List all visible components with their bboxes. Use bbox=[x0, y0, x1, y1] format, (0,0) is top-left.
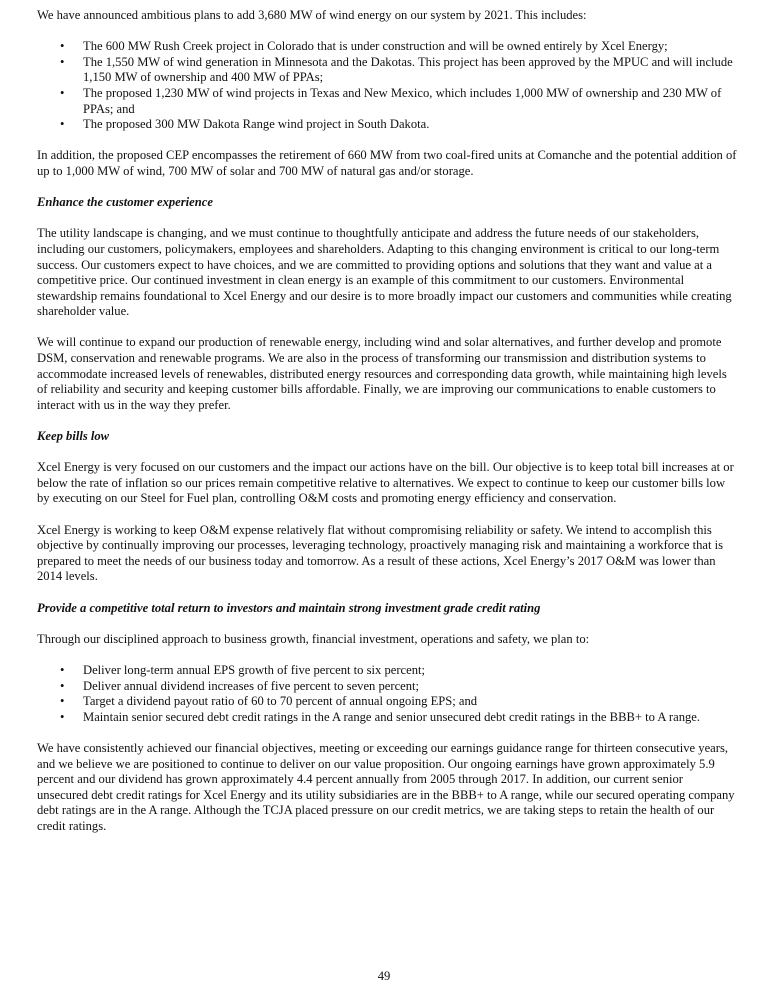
financial-objectives-list bbox=[37, 663, 737, 725]
list-item: • Deliver long-term annual EPS growth of five percent to six percent; bbox=[60, 662, 426, 677]
list-item: • The 600 MW Rush Creek project in Colorado that is under construction and will be owned entirely by Xcel Energy; bbox=[60, 39, 668, 54]
intro-paragraph: We have announced ambitious plans to add 3,680 MW of wind energy on our system by 2021. This includes: bbox=[37, 8, 587, 22]
document-page bbox=[37, 8, 737, 850]
bullet-icon: • bbox=[60, 85, 65, 100]
list-item: • The proposed 1,230 MW of wind projects in Texas and New Mexico, which includes 1,000 MW of ownership and 230 MW of PPAs; and bbox=[60, 85, 722, 116]
list-item: • The 1,550 MW of wind generation in Minnesota and the Dakotas. This project has been approved by the MPUC and will include 1,150 MW of ownership and 400 MW of PPAs; bbox=[60, 54, 733, 85]
list-item: • Maintain senior secured debt credit ratings in the A range and senior unsecured debt credit ratings in the BBB+ to A range. bbox=[60, 709, 701, 724]
bullet-icon: • bbox=[60, 117, 65, 132]
list-item: • Deliver annual dividend increases of five percent to seven percent; bbox=[60, 678, 420, 693]
paragraph: The utility landscape is changing, and we must continue to thoughtfully anticipate and address the future needs of our stakeholders, including our customers, policymakers, employees and shareholders. Adapting to this changing environment is critical to our long-term success. Our customers expect to have choices, and we are committed to providing options and solutions that they want and value at a competitive price. Our continued investment in clean energy is an example of this commitment to our customers. Environmental stewardship remains foundational to Xcel Energy and our desire is to more broadly impact our customers and communities while creating shareholder value. bbox=[37, 226, 732, 319]
bullet-icon: • bbox=[60, 678, 65, 693]
section-heading-returns: Provide a competitive total return to investors and maintain strong investment grade credit rating bbox=[37, 600, 541, 615]
bullet-icon: • bbox=[60, 709, 65, 724]
bullet-icon: • bbox=[60, 39, 65, 54]
bullet-icon: • bbox=[60, 54, 65, 69]
returns-closing: We have consistently achieved our financial objectives, meeting or exceeding our earnings guidance range for thirteen consecutive years, and we believe we are positioned to continue to deliver on our value proposition. Our ongoing earnings have grown approximately 5.9 percent and our dividend has grown approximately 4.4 percent annually from 2005 through 2017. In addition, our current senior unsecured debt credit ratings for Xcel Energy and its utility subsidiaries are in the BBB+ to A range, while our secured operating company debt ratings are in the A range. Although the TCJA placed pressure on our credit metrics, we are taking steps to retain the health of our credit ratings. bbox=[37, 740, 735, 833]
section-heading-customer: Enhance the customer experience bbox=[37, 195, 213, 210]
bullet-icon: • bbox=[60, 662, 65, 677]
returns-intro: Through our disciplined approach to business growth, financial investment, operations and safety, we plan to: bbox=[37, 631, 590, 646]
list-item: • Target a dividend payout ratio of 60 to 70 percent of annual ongoing EPS; and bbox=[60, 694, 478, 709]
section-heading-bills: Keep bills low bbox=[37, 429, 110, 444]
cep-paragraph: In addition, the proposed CEP encompasses the retirement of 660 MW from two coal-fired units at Comanche and the potential addition of up to 1,000 MW of wind, 700 MW of solar and 700 MW of natural gas and/or storage. bbox=[37, 148, 737, 178]
paragraph: Xcel Energy is very focused on our customers and the impact our actions have on the bill. Our objective is to keep total bill increases at or below the rate of inflation so our prices remain competitive relative to alternatives. We expect to continue to keep our customer bills low by executing on our Steel for Fuel plan, controlling O&M costs and promoting energy efficiency and conservation. bbox=[37, 460, 734, 506]
paragraph: We will continue to expand our production of renewable energy, including wind and solar alternatives, and further develop and promote DSM, conservation and renewable programs. We are also in the process of transforming our transmission and distribution systems to accommodate increased levels of renewables, distributed energy resources and corresponding data growth, while maintaining high levels of reliability and security and keeping customer bills affordable. Finally, we are improving our communications to enable customers to interact with us in the way they prefer. bbox=[37, 335, 727, 412]
paragraph: Xcel Energy is working to keep O&M expense relatively flat without compromising reliability or safety. We intend to accomplish this objective by continually improving our processes, leveraging technology, proactively managing risk and maintaining a workforce that is prepared to meet the needs of our business today and tomorrow. As a result of these actions, Xcel Energy’s 2017 O&M was lower than 2014 levels. bbox=[37, 522, 724, 584]
list-item: • The proposed 300 MW Dakota Range wind project in South Dakota. bbox=[60, 117, 430, 132]
page-number: 49 bbox=[377, 969, 391, 983]
wind-projects-list bbox=[37, 39, 737, 133]
bullet-icon: • bbox=[60, 694, 65, 709]
